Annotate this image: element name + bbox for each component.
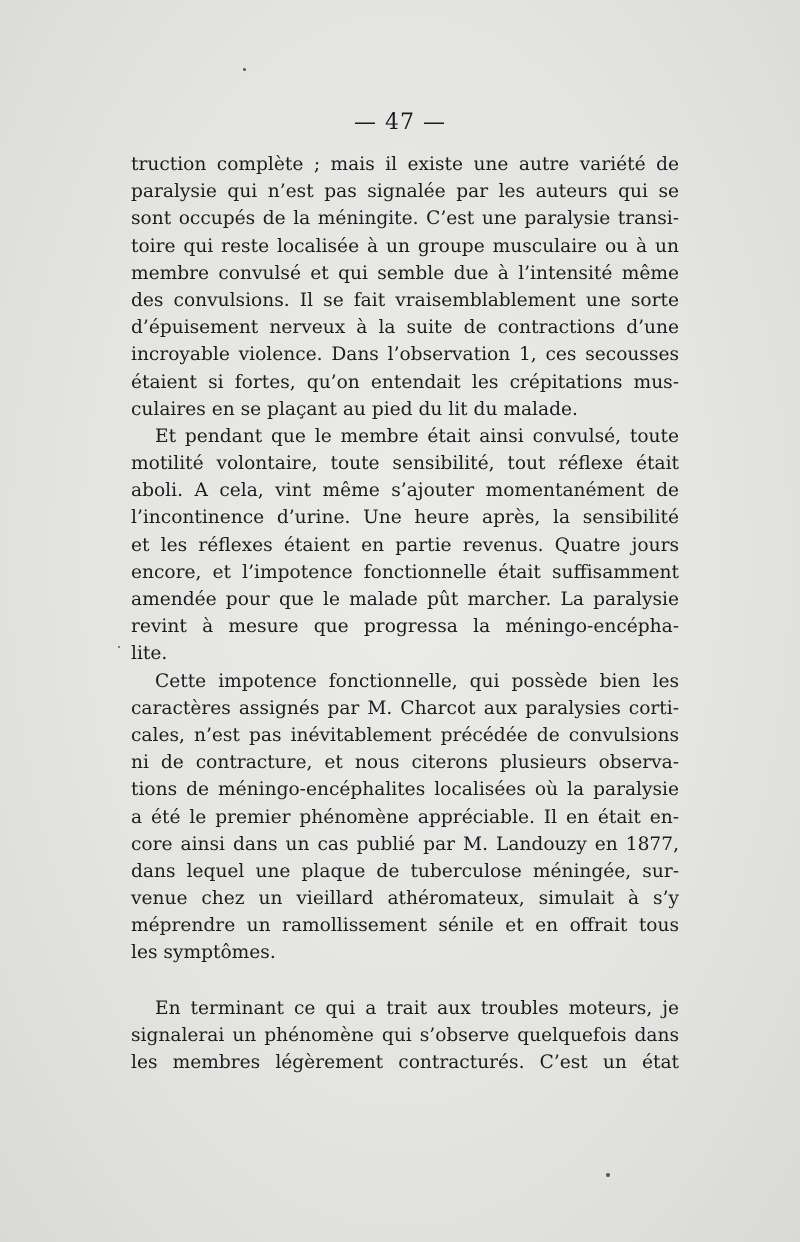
text-line: Et pendant que le membre était ainsi convulsé, toute bbox=[155, 425, 679, 447]
text-line: En terminant ce qui a trait aux troubles moteurs, je bbox=[155, 998, 679, 1019]
text-line: lite. bbox=[131, 643, 168, 665]
text-line: et les réflexes étaient en partie revenus. Quatre jours bbox=[131, 534, 679, 556]
text-line: core ainsi dans un cas publié par M. Landouzy en 1877, bbox=[131, 833, 679, 855]
text-line: motilité volontaire, toute sensibilité, tout réflexe était bbox=[131, 453, 679, 475]
text-line: d’épuisement nerveux à la suite de contractions d’une bbox=[131, 317, 679, 339]
text-line: méprendre un ramollissement sénile et en offrait tous bbox=[131, 915, 679, 937]
text-line: l’incontinence d’urine. Une heure après, la sensibilité bbox=[131, 507, 679, 529]
text-line: encore, et l’impotence fonctionnelle était suffisamment bbox=[131, 561, 679, 583]
text-line: a été le premier phénomène appréciable. Il en était en- bbox=[131, 806, 679, 828]
text-line: culaires en se plaçant au pied du lit du malade. bbox=[131, 398, 578, 420]
text-line: les symptômes. bbox=[131, 942, 276, 964]
text-line: des convulsions. Il se fait vraisemblablement une sorte bbox=[131, 289, 679, 311]
text-line: sont occupés de la méningite. C’est une paralysie transi- bbox=[131, 208, 679, 230]
closing-paragraph bbox=[131, 995, 679, 1077]
text-line: amendée pour que le malade pût marcher. La paralysie bbox=[131, 589, 679, 610]
text-line: étaient si fortes, qu’on entendait les crépitations mus- bbox=[131, 371, 679, 393]
text-line: toire qui reste localisée à un groupe musculaire ou à un bbox=[131, 235, 679, 257]
text-line: Cette impotence fonctionnelle, qui possède bien les bbox=[155, 670, 679, 692]
text-line: dans lequel une plaque de tuberculose méningée, sur- bbox=[131, 860, 679, 882]
paper-speck bbox=[118, 646, 120, 648]
text-line: ni de contracture, et nous citerons plusieurs observa- bbox=[131, 752, 679, 774]
paper-speck bbox=[243, 68, 246, 71]
text-line: paralysie qui n’est pas signalée par les auteurs qui se bbox=[131, 181, 679, 203]
text-line: aboli. A cela, vint même s’ajouter momentanément de bbox=[131, 480, 679, 502]
text-line: venue chez un vieillard athéromateux, simulait à s’y bbox=[131, 888, 679, 910]
paper-speck bbox=[606, 1173, 610, 1177]
text-line: cales, n’est pas inévitablement précédée de convulsions bbox=[131, 724, 679, 746]
text-line: incroyable violence. Dans l’observation 1, ces secousses bbox=[131, 344, 679, 366]
text-line: signalerai un phénomène qui s’observe quelquefois dans bbox=[131, 1025, 679, 1047]
text-line: truction complète ; mais il existe une autre variété de bbox=[131, 154, 679, 175]
text-line: les membres légèrement contracturés. C’est un état bbox=[131, 1052, 679, 1074]
text-line: caractères assignés par M. Charcot aux paralysies corti- bbox=[131, 697, 679, 719]
text-line: tions de méningo-encéphalites localisées où la paralysie bbox=[131, 779, 679, 801]
page-number: — 47 — bbox=[354, 110, 446, 135]
text-line: revint à mesure que progressa la méningo-encépha- bbox=[131, 616, 679, 638]
text-line: membre convulsé et qui semble due à l’intensité même bbox=[131, 262, 679, 284]
main-text bbox=[131, 151, 679, 967]
